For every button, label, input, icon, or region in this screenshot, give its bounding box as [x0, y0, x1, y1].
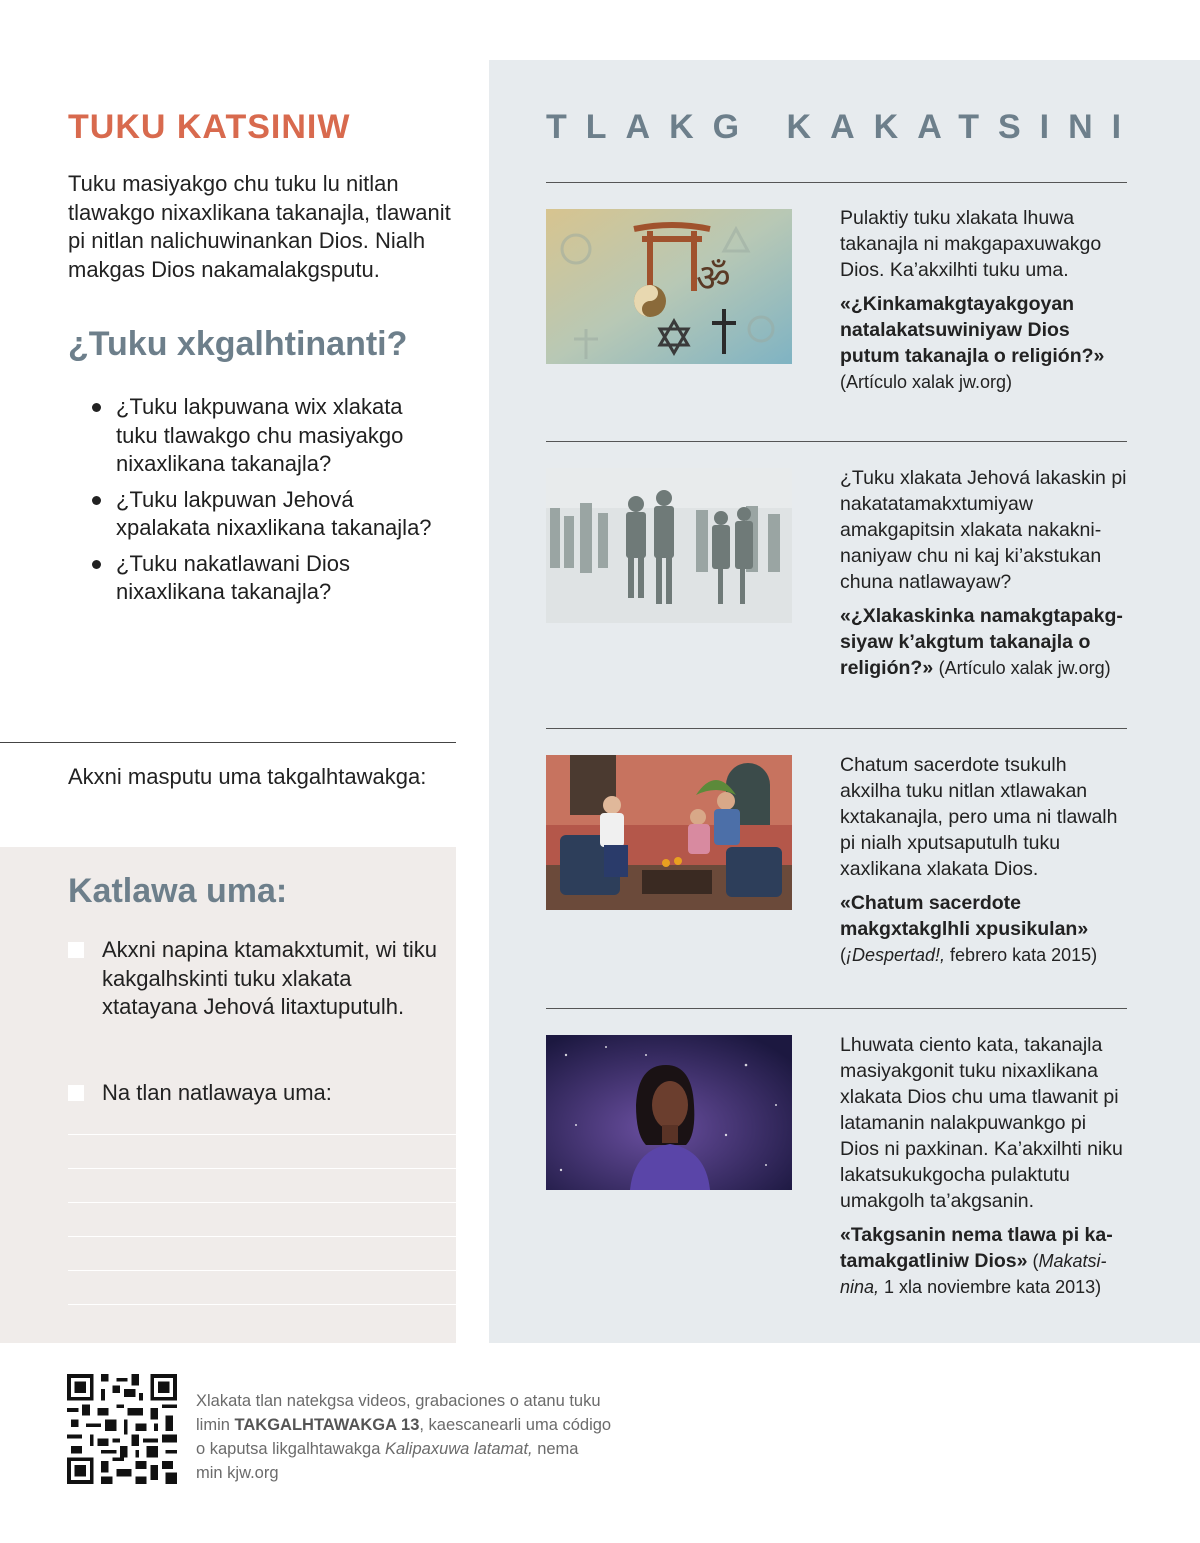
entry-description: Lhuwata ciento kata, takanajla masiyakgonit tuku nixaxlikana xlakata Dios chu uma tlawanit pi latamanin nalakpuwankgo pi Dios ni paxkinan. Ka’akxilhti niku lakatsukukgocha pulaktutu umakgolh ta’akgsanin.	[840, 1034, 1123, 1212]
write-line[interactable]	[68, 1168, 456, 1169]
question-item: ¿Tuku lakpuwana wix xlakata tuku tlawakgo chu masiyakgo nixaxlikana takanajla?	[90, 393, 440, 479]
article-source: (¡Despertad!, febrero kata 2015)	[840, 945, 1098, 965]
question-item: ¿Tuku nakatlawani Dios nixaxlikana takanajla?	[90, 550, 440, 607]
bullet-icon	[92, 403, 101, 412]
further-reading-title: TLAKG KAKATSINI	[546, 108, 1141, 146]
bullet-icon	[92, 560, 101, 569]
svg-text:ॐ: ॐ	[696, 256, 731, 300]
checkbox[interactable]	[68, 1085, 84, 1101]
questions-list	[90, 393, 440, 614]
entry-description: Pulaktiy tuku xlakata lhuwa takanajla ni makgapaxuwakgo Dios. Ka’akxilhti tuku uma.	[840, 207, 1102, 281]
divider	[546, 441, 1127, 442]
qr-code[interactable]	[67, 1374, 177, 1484]
divider	[546, 182, 1127, 183]
entry-description: ¿Tuku xlakata Jehová lakaskin pi nakatatamakxtumiyaw amakgapitsin xlakata nakakninaniyaw chu ni kaj ki’akstukan chuna natlawayaw?	[840, 467, 1127, 593]
article-source: (Makatsinina, 1 xla noviembre kata 2013)	[840, 1251, 1107, 1297]
try-this-title: Katlawa uma:	[68, 872, 288, 910]
divider	[546, 1008, 1127, 1009]
priest-conversation-image	[546, 755, 792, 910]
checkbox[interactable]	[68, 942, 84, 958]
section-title: TUKU KATSINIW	[68, 108, 351, 146]
divider	[0, 742, 456, 743]
write-line[interactable]	[68, 1304, 456, 1305]
next-visit-label: Akxni masputu uma takgalhtawakga:	[68, 764, 427, 789]
bullet-icon	[92, 496, 101, 505]
write-line[interactable]	[68, 1134, 456, 1135]
question-item: ¿Tuku lakpuwan Jehová xpalakata nixaxlikana takanajla?	[90, 486, 440, 543]
checklist-item[interactable]: Na tlan natlawaya uma:	[68, 1079, 438, 1108]
article-link[interactable]: «¿Kinkamakgtayakgoyan natalakatsuwiniyaw Dios putum takanajla o religión?» (Artículo xalak jw.org)	[840, 293, 1105, 392]
woman-night-sky-image	[546, 1035, 792, 1190]
write-line[interactable]	[68, 1202, 456, 1203]
religious-symbols-image	[546, 209, 792, 364]
entry-description: Chatum sacerdote tsukulh akxilha tuku nitlan xtlawakan kxtakanajla, pero uma ni tlawalh pi nialh xputsaputulh tuku xaxlikana xlakata Dios.	[840, 754, 1118, 880]
reading-entry	[840, 205, 1130, 395]
article-link[interactable]: «Chatum sacerdote makgxtakglhli xpusikulan» (¡Despertad!, febrero kata 2015)	[840, 892, 1098, 965]
people-gathering-image	[546, 468, 792, 623]
reading-entry	[840, 752, 1130, 968]
write-line[interactable]	[68, 1236, 456, 1237]
questions-heading: ¿Tuku xkgalhtinanti?	[68, 325, 408, 363]
write-line[interactable]	[68, 1270, 456, 1271]
article-link[interactable]: «Takgsanin nema tlawa pi katamakgatliniw Dios» (Makatsinina, 1 xla noviembre kata 2013)	[840, 1224, 1113, 1297]
article-source: (Artículo xalak jw.org)	[840, 372, 1013, 392]
website-link[interactable]: min kjw.org	[196, 1464, 279, 1482]
footer-note: Xlakata tlan natekgsa videos, grabaciones o atanu tuku limin TAKGALHTAWAKGA 13, kaescanearli uma código o kaputsa likgalhtawakga Kalipaxuwa latamat, nema min kjw.org	[196, 1392, 612, 1482]
divider	[546, 728, 1127, 729]
intro-paragraph: Tuku masiyakgo chu tuku lu nitlan tlawakgo nixaxlikana takanajla, tlawanit pi nitlan nalichuwinankan Dios. Nialh makgas Dios nakamalakgsputu.	[68, 171, 451, 282]
reading-entry	[840, 1032, 1130, 1300]
article-link[interactable]: «¿Xlakaskinka namakgtapakgsiyaw k’akgtum takanajla o religión?» (Artículo xalak jw.org)	[840, 605, 1123, 679]
article-source: (Artículo xalak jw.org)	[938, 658, 1111, 678]
reading-entry	[840, 465, 1130, 681]
checklist-item[interactable]: Akxni napina ktamakxtumit, wi tiku kakgalhskinti tuku xlakata xtatayana Jehová litaxtuputulh.	[68, 936, 438, 1022]
